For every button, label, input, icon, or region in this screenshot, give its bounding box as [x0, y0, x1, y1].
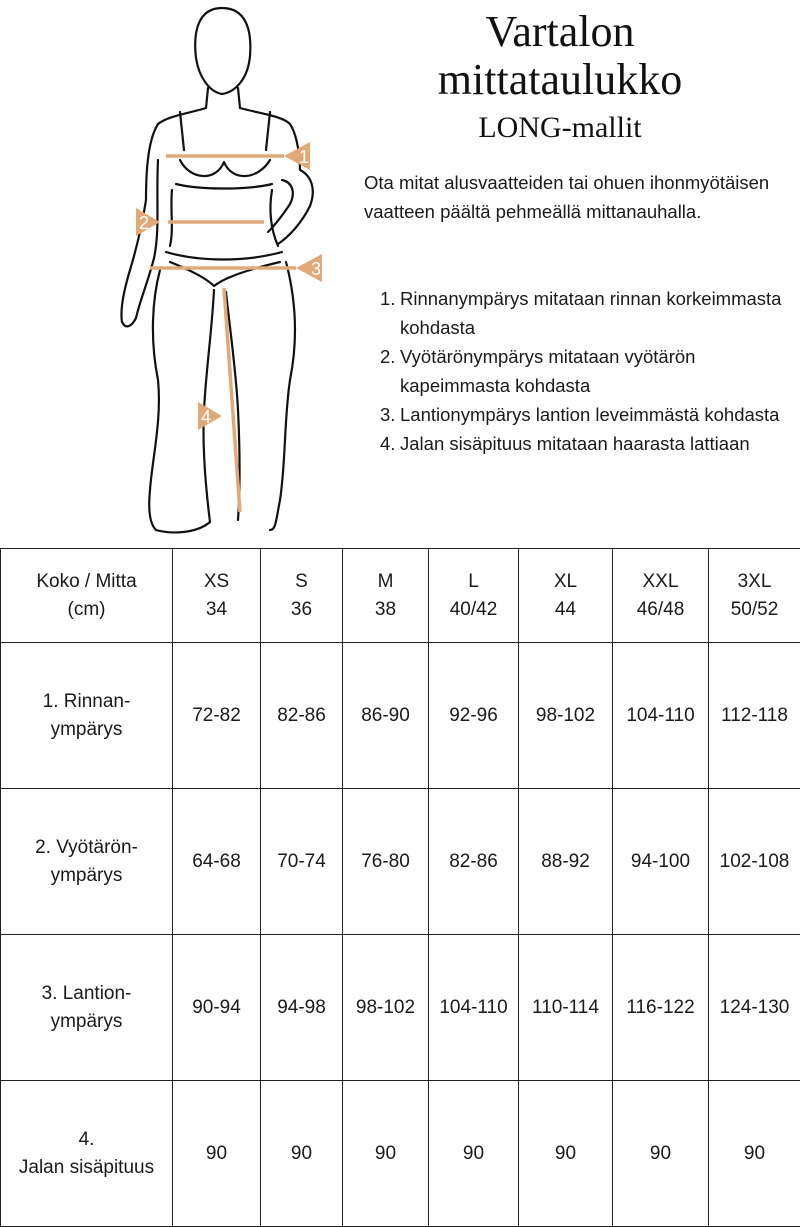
table-cell: 90: [261, 1081, 343, 1227]
table-cell: 90: [429, 1081, 519, 1227]
size-number: 46/48: [615, 596, 706, 624]
table-row: [1, 1081, 800, 1227]
table-cell: 64-68: [173, 789, 261, 935]
size-header: [173, 549, 261, 643]
table-row: [1, 789, 800, 935]
step-text: Lantionympärys lantion leveimmästä kohdasta: [400, 400, 790, 429]
row-label-line-2: ympärys: [3, 716, 170, 744]
step-item: [380, 284, 790, 342]
size-label: L: [431, 568, 516, 596]
size-chart-table: [0, 548, 800, 1227]
corner-line-2: (cm): [3, 596, 170, 624]
table-cell: 92-96: [429, 643, 519, 789]
corner-header: [1, 549, 173, 643]
step-number: 1.: [380, 284, 400, 342]
row-header: [1, 935, 173, 1081]
size-header: [709, 549, 800, 643]
table-cell: 112-118: [709, 643, 800, 789]
table-header-row: [1, 549, 800, 643]
row-label-line-1: 2. Vyötärön-: [3, 834, 170, 862]
table-cell: 76-80: [343, 789, 429, 935]
size-label: M: [345, 568, 426, 596]
step-text: Rinnanympärys mitataan rinnan korkeimmasta kohdasta: [400, 284, 790, 342]
size-label: XL: [521, 568, 610, 596]
row-label-line-1: 3. Lantion-: [3, 980, 170, 1008]
size-number: 34: [175, 596, 258, 624]
table-cell: 82-86: [429, 789, 519, 935]
marker-1: 1: [299, 147, 309, 167]
table-row: [1, 935, 800, 1081]
table-cell: 104-110: [429, 935, 519, 1081]
body-outline-icon: [121, 8, 312, 532]
table-cell: 90: [613, 1081, 709, 1227]
size-header: [429, 549, 519, 643]
table-cell: 94-98: [261, 935, 343, 1081]
table-row: [1, 643, 800, 789]
table-cell: 98-102: [519, 643, 613, 789]
table-cell: 70-74: [261, 789, 343, 935]
table-cell: 102-108: [709, 789, 800, 935]
table-cell: 90: [343, 1081, 429, 1227]
size-number: 44: [521, 596, 610, 624]
marker-3: 3: [311, 259, 321, 279]
row-header: [1, 643, 173, 789]
size-header: [613, 549, 709, 643]
size-header: [261, 549, 343, 643]
body-measurement-figure: [80, 0, 380, 540]
table-cell: 90: [709, 1081, 800, 1227]
table-cell: 88-92: [519, 789, 613, 935]
table-cell: 72-82: [173, 643, 261, 789]
title-block: [380, 8, 740, 148]
table-cell: 98-102: [343, 935, 429, 1081]
size-number: 40/42: [431, 596, 516, 624]
table-cell: 116-122: [613, 935, 709, 1081]
measurement-steps: [380, 284, 790, 458]
size-number: 50/52: [711, 596, 798, 624]
row-header: [1, 789, 173, 935]
step-number: 4.: [380, 429, 400, 458]
step-item: [380, 400, 790, 429]
step-number: 2.: [380, 342, 400, 400]
table-cell: 90-94: [173, 935, 261, 1081]
size-header: [519, 549, 613, 643]
table-cell: 110-114: [519, 935, 613, 1081]
table-cell: 82-86: [261, 643, 343, 789]
row-label-line-2: Jalan sisäpituus: [3, 1154, 170, 1182]
marker-2: 2: [139, 213, 149, 233]
step-item: [380, 342, 790, 400]
table-cell: 104-110: [613, 643, 709, 789]
row-label-line-1: 4.: [3, 1126, 170, 1154]
size-number: 36: [263, 596, 340, 624]
step-item: [380, 429, 790, 458]
table-cell: 86-90: [343, 643, 429, 789]
size-header: [343, 549, 429, 643]
corner-line-1: Koko / Mitta: [3, 568, 170, 596]
size-label: XXL: [615, 568, 706, 596]
title-line-2: mittataulukko: [380, 56, 740, 104]
intro-text: Ota mitat alusvaatteiden tai ohuen ihonmyötäisen vaatteen päältä pehmeällä mittanauhalla.: [364, 168, 784, 226]
row-label-line-1: 1. Rinnan-: [3, 688, 170, 716]
table-cell: 90: [173, 1081, 261, 1227]
row-label-line-2: ympärys: [3, 862, 170, 890]
page-subtitle: LONG-mallit: [380, 108, 740, 148]
step-number: 3.: [380, 400, 400, 429]
size-label: S: [263, 568, 340, 596]
size-label: 3XL: [711, 568, 798, 596]
table-cell: 124-130: [709, 935, 800, 1081]
step-text: Vyötärönympärys mitataan vyötärön kapeimmasta kohdasta: [400, 342, 790, 400]
marker-4: 4: [201, 407, 211, 427]
title-line-1: Vartalon: [380, 8, 740, 56]
step-text: Jalan sisäpituus mitataan haarasta lattiaan: [400, 429, 790, 458]
marker-arrows: [136, 142, 322, 430]
row-label-line-2: ympärys: [3, 1008, 170, 1036]
table-cell: 90: [519, 1081, 613, 1227]
size-label: XS: [175, 568, 258, 596]
size-number: 38: [345, 596, 426, 624]
table-cell: 94-100: [613, 789, 709, 935]
page-title: [380, 8, 740, 104]
row-header: [1, 1081, 173, 1227]
